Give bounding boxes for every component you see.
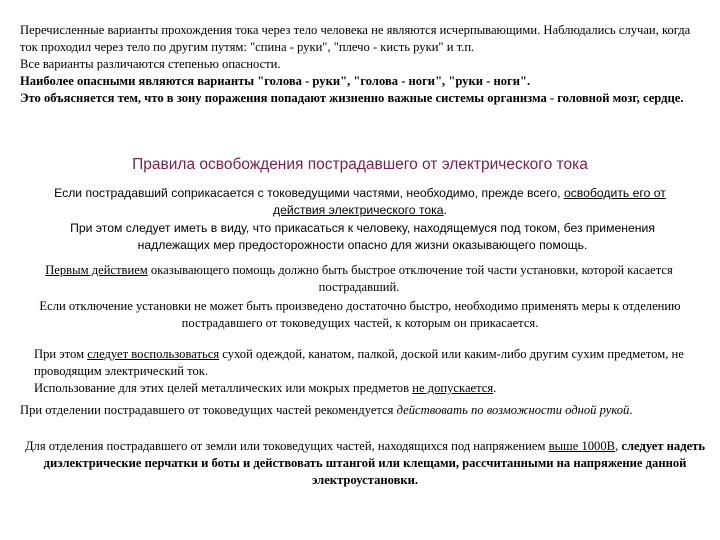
one-hand-italic: действовать по возможности одной рукой bbox=[396, 403, 630, 417]
metal-objects-lead: Использование для этих целей металлических или мокрых предметов bbox=[34, 381, 413, 395]
intro-block bbox=[20, 22, 710, 107]
paragraph-release-text: Если пострадавший соприкасается с токоведущими частями, необходимо, прежде всего, bbox=[54, 186, 564, 200]
dry-objects-lead: При этом bbox=[34, 347, 88, 361]
dry-objects-underlined: следует воспользоваться bbox=[87, 347, 220, 361]
section-title: Правила освобождения пострадавшего от электрического тока bbox=[132, 156, 588, 173]
paragraph-first-action bbox=[28, 262, 690, 296]
paragraph-release-underlined: освободить его от действия электрического тока bbox=[273, 186, 666, 217]
paragraph-release-tail: . bbox=[443, 203, 447, 217]
intro-line-2: Все варианты различаются степенью опасности. bbox=[20, 57, 281, 71]
first-action-underlined: Первым действием bbox=[45, 263, 148, 277]
dry-objects-text: сухой одеждой, канатом, палкой, доской или каким-либо другим сухим предметом, не проводящим электрический ток. bbox=[34, 347, 684, 378]
one-hand-text: При отделении пострадавшего от токоведущих частей рекомендуется bbox=[20, 403, 397, 417]
paragraph-dry-objects bbox=[34, 346, 684, 397]
paragraph-high-voltage bbox=[20, 438, 710, 489]
high-voltage-tail: , bbox=[615, 439, 619, 453]
paragraph-separation: Если отключение установки не может быть произведено достаточно быстро, необходимо применять меры к отделению пострадавшего от токоведущих частей, к которым он прикасается. bbox=[39, 299, 681, 330]
intro-line-3: Наиболее опасными являются варианты "голова - руки", "голова - ноги", "руки - ноги". bbox=[20, 74, 531, 88]
metal-objects-tail: . bbox=[493, 381, 497, 395]
first-action-text: оказывающего помощь должно быть быстрое отключение той части установки, которой касается пострадавший. bbox=[147, 263, 673, 294]
paragraph-release bbox=[30, 185, 690, 219]
high-voltage-bold: следует надеть диэлектрические перчатки и боты и действовать штангой или клещами, рассчитанными на напряжение данной электроустановки. bbox=[43, 439, 706, 487]
high-voltage-underlined: выше 1000В bbox=[548, 439, 616, 453]
high-voltage-text: Для отделения пострадавшего от земли или токоведущих частей, находящихся под напряжением bbox=[24, 439, 549, 453]
dry-objects-line-2 bbox=[34, 380, 684, 397]
intro-line-1: Перечисленные варианты прохождения тока через тело человека не являются исчерпывающими. Наблюдались случаи, когда ток проходил через тело по другим путям: "спина - руки", "плечо - кисть руки" и т.п. bbox=[20, 23, 691, 54]
paragraph-precaution: При этом следует иметь в виду, что прикасаться к человеку, находящемуся под током, без применения надлежащих мер предосторожности опасно для жизни оказывающего помощь. bbox=[70, 221, 655, 252]
paragraph-one-hand bbox=[20, 402, 700, 419]
one-hand-tail: . bbox=[629, 403, 633, 417]
metal-objects-underlined: не допускается bbox=[412, 381, 494, 395]
intro-line-4: Это объясняется тем, что в зону поражения попадают жизненно важные системы организма - головной мозг, сердце. bbox=[20, 91, 684, 105]
dry-objects-line-1 bbox=[34, 346, 684, 380]
